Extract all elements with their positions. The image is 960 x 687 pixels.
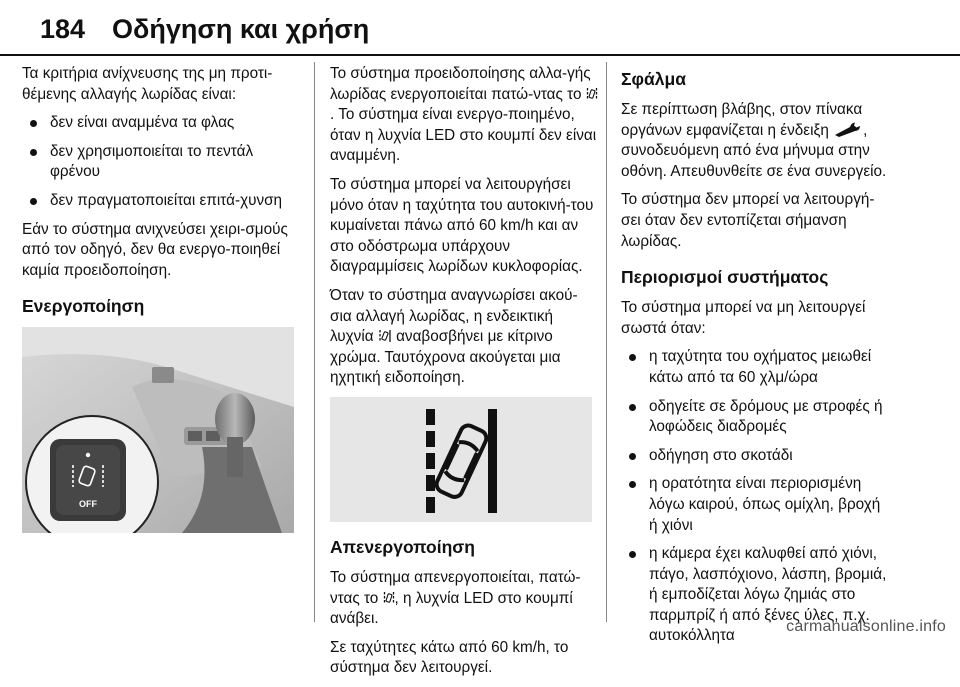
limitations-intro: Το σύστημα μπορεί να μη λειτουργεί σωστά όταν: bbox=[621, 299, 866, 337]
list-item: η κάμερα έχει καλυφθεί από χιόνι, πάγο, λασπόχιονο, λάσπη, βρομιά, ή εμποδίζεται λόγω ζημιάς στο παρμπρίζ ή από ξένες ύλες, π.χ. αυτοκόλλητα bbox=[621, 544, 893, 647]
speed-condition-text: Το σύστημα μπορεί να λειτουργήσει μόνο όταν η ταχύτητα του αυτοκινή-του κυμαίνεται πάνω από 60 km/h και αν στο οδόστρωμα υπάρχουν διαγραμμίσεις λωρίδων κυκλοφορίας. bbox=[330, 175, 594, 276]
no-marking-text: Το σύστημα δεν μπορεί να λειτουργή-σει όταν δεν εντοπίζεται σήμανση λωρίδας. bbox=[621, 191, 875, 250]
list-item: οδηγείτε σε δρόμους με στροφές ή λοφώδεις διαδρομές bbox=[621, 397, 893, 438]
lane-departure-indicator-figure bbox=[330, 397, 592, 522]
column-3 bbox=[621, 64, 893, 655]
intro-text: Τα κριτήρια ανίχνευσης της μη προτι-θέμενης αλλαγής λωρίδας είναι: bbox=[22, 65, 273, 103]
off-button-label: OFF bbox=[79, 499, 97, 510]
column-2 bbox=[330, 64, 598, 687]
page-header bbox=[0, 0, 960, 56]
list-item: η ορατότητα είναι περιορισμένη λόγω καιρού, όπως ομίχλη, βροχή ή χιόνι bbox=[621, 474, 893, 536]
column-divider bbox=[606, 62, 607, 622]
column-1 bbox=[22, 64, 302, 533]
deactivation-text: Το σύστημα απενεργοποιείται, πατώ-ντας το , η λυχνία LED στο κουμπί ανάβει. bbox=[330, 568, 581, 628]
lane-warning-icon bbox=[378, 329, 392, 343]
wrench-icon bbox=[833, 121, 863, 137]
criteria-list bbox=[22, 113, 302, 211]
list-item: οδήγηση στο σκοτάδι bbox=[621, 446, 893, 467]
list-item: δεν χρησιμοποιείται το πεντάλ φρένου bbox=[22, 142, 302, 183]
low-speed-text: Σε ταχύτητες κάτω από 60 km/h, το σύστημα δεν λειτουργεί. bbox=[330, 638, 569, 677]
list-item: η ταχύτητα του οχήματος μειωθεί κάτω από τα 60 χλμ/ώρα bbox=[621, 347, 893, 388]
driver-input-text: Εάν το σύστημα ανιχνεύσει χειρι-σμούς από τον οδηγό, δεν θα ενεργο-ποιηθεί καμία προειδοποίηση. bbox=[22, 220, 288, 279]
page-number: 184 bbox=[40, 14, 86, 44]
column-divider bbox=[314, 62, 315, 622]
limitations-list bbox=[621, 347, 893, 647]
list-item: δεν πραγματοποιείται επιτά-χυνση bbox=[22, 191, 302, 212]
heading-activation: Ενεργοποίηση bbox=[22, 296, 145, 317]
console-photo bbox=[22, 327, 294, 533]
heading-limitations: Περιορισμοί συστήματος bbox=[621, 267, 829, 288]
heading-deactivation: Απενεργοποίηση bbox=[330, 536, 475, 557]
lane-departure-icon bbox=[330, 397, 592, 522]
activation-text: Το σύστημα προειδοποίησης αλλα-γής λωρίδας ενεργοποιείται πατώ-ντας το . Το σύστημα είναι ενεργο-ποιημένο, όταν η λυχνία LED στο κουμπί δεν είναι αναμμένη. bbox=[330, 65, 597, 165]
heading-fault: Σφάλμα bbox=[621, 69, 686, 89]
page-title: Οδήγηση και χρήση bbox=[112, 14, 370, 44]
fault-text: Σε περίπτωση βλάβης, στον πίνακα οργάνων εμφανίζεται η ένδειξη , συνοδευόμενη από ένα μήνυμα στην οθόνη. Απευθυνθείτε σε ένα συνεργείο. bbox=[621, 101, 887, 180]
warning-text: Όταν το σύστημα αναγνωρίσει ακού-σια αλλαγή λωρίδας, η ενδεικτική λυχνία αναβοσβήνει με κίτρινο χρώμα. Ταυτόχρονα ακούγεται μια ηχητική ειδοποίηση. bbox=[330, 286, 578, 387]
lane-assist-icon bbox=[586, 87, 598, 101]
list-item: δεν είναι αναμμένα τα φλας bbox=[22, 113, 302, 134]
lane-assist-icon bbox=[383, 591, 395, 605]
watermark: carmanualsonline.info bbox=[786, 618, 946, 635]
console-illustration bbox=[22, 327, 294, 533]
header-rule bbox=[0, 54, 960, 56]
